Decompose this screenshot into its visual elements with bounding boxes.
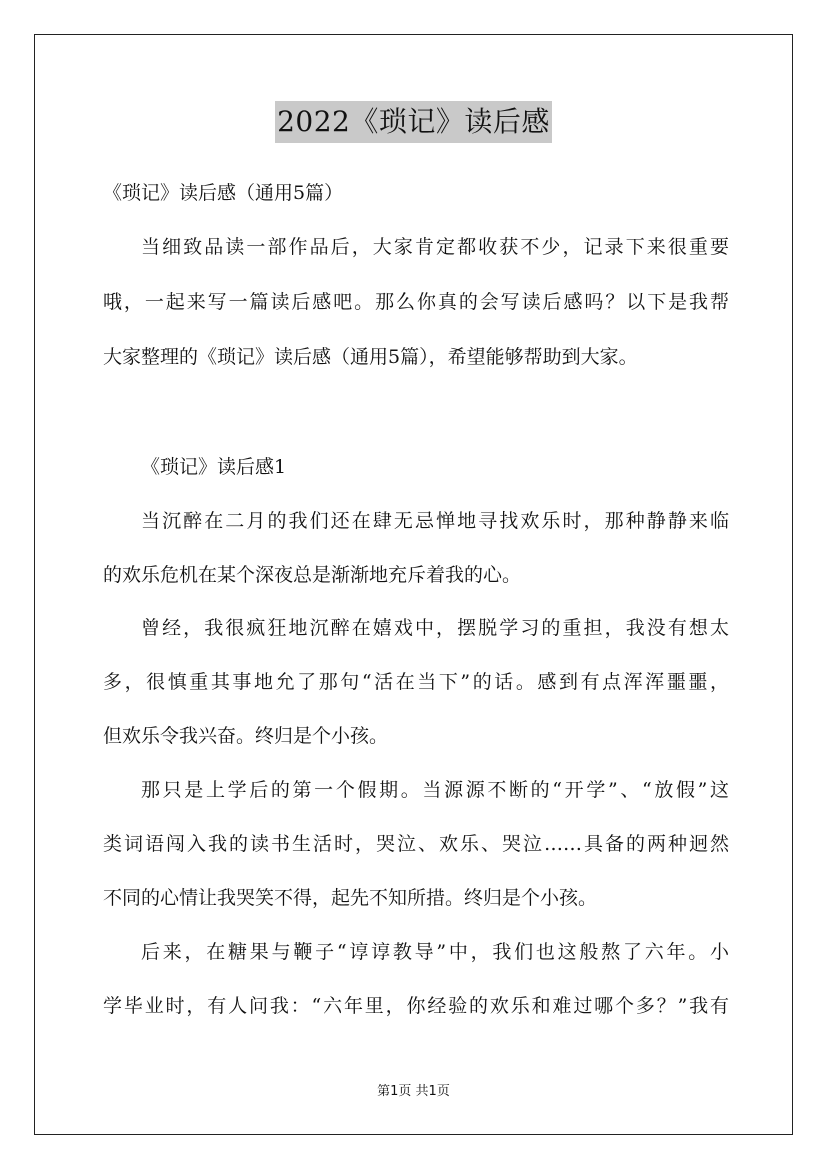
paragraph-line: 但欢乐令我兴奋。终归是个小孩。: [103, 725, 389, 747]
paragraph-line: 类词语闯入我的读书生活时，哭泣、欢乐、哭泣……具备的两种迥然: [103, 833, 729, 855]
document-title: 2022《琐记》读后感: [275, 101, 552, 143]
paragraph-line: 学毕业时，有人问我：“六年里，你经验的欢乐和难过哪个多？”我有: [103, 995, 729, 1017]
intro-line: 哦，一起来写一篇读后感吧。那么你真的会写读后感吗？以下是我帮: [103, 291, 729, 313]
paragraph-line: 多，很慎重其事地允了那句“活在当下”的话。感到有点浑浑噩噩，: [103, 671, 729, 693]
paragraph-line: 后来，在糖果与鞭子“谆谆教导”中，我们也这般熬了六年。小: [141, 941, 729, 963]
paragraph-line: 不同的心情让我哭笑不得，起先不知所措。终归是个小孩。: [103, 887, 598, 909]
intro-line: 当细致品读一部作品后，大家肯定都收获不少，记录下来很重要: [141, 236, 729, 258]
page-footer: 第1页 共1页: [377, 1084, 450, 1099]
document-subtitle: 《琐记》读后感（通用5篇）: [103, 182, 344, 204]
paragraph-line: 的欢乐危机在某个深夜总是渐渐地充斥着我的心。: [103, 564, 522, 586]
intro-line: 大家整理的《琐记》读后感（通用5篇），希望能够帮助到大家。: [103, 346, 638, 368]
paragraph-line: 当沉醉在二月的我们还在肆无忌惮地寻找欢乐时，那种静静来临: [141, 510, 729, 532]
section-heading: 《琐记》读后感1: [141, 456, 287, 478]
paragraph-line: 曾经，我很疯狂地沉醉在嬉戏中，摆脱学习的重担，我没有想太: [141, 617, 729, 639]
title-container: [0, 101, 827, 143]
paragraph-line: 那只是上学后的第一个假期。当源源不断的“开学”、“放假”这: [141, 779, 729, 801]
